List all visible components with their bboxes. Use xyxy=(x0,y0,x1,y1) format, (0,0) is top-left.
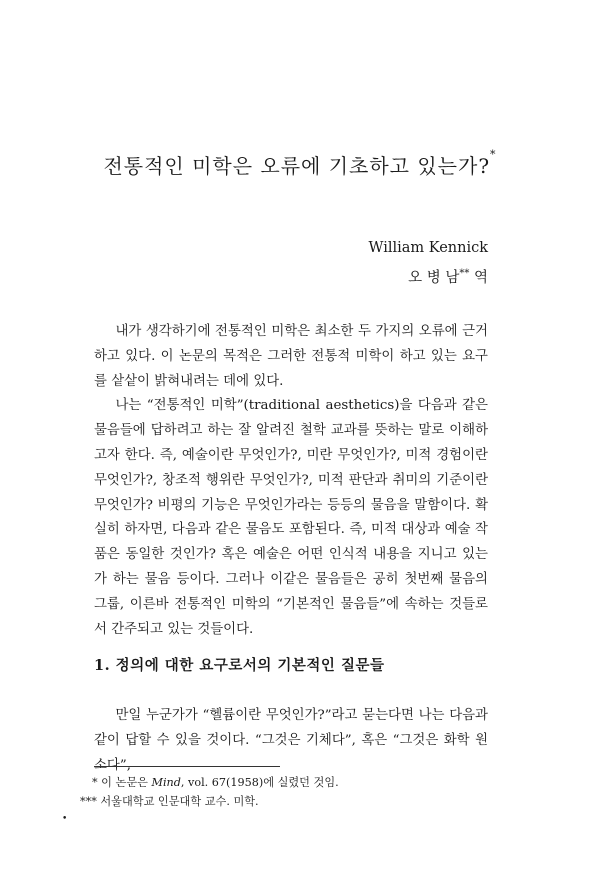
translator-name: 오 병 남 xyxy=(408,269,460,286)
author-name: William Kennick xyxy=(368,240,488,256)
translator-line xyxy=(369,261,488,291)
paragraph: 만일 누군가가 “헬륨이란 무엇인가?”라고 묻는다면 나는 다음과 같이 답할 수 있을 것이다. “그것은 기체다”, 혹은 “그것은 화학 원소다”, xyxy=(94,708,488,773)
paragraph: 내가 생각하기에 전통적인 미학은 최소한 두 가지의 오류에 근거하고 있다. 이 논문의 목적은 그러한 전통적 미학이 하고 있는 요구를 샅샅이 밝혀내려는 데에 있다. xyxy=(94,324,488,389)
journal-name: Mind xyxy=(151,776,181,789)
paragraph: 나는 “전통적인 미학”(traditional aesthetics)을 다음과 같은 물음들에 답하려고 하는 잘 알려진 철학 교과를 뜻하는 말로 이해하고자 한다. 즉, 예술이란 무엇인가?, 미란 무엇인가?, 미적 경험이란 무엇인가?, 창조적 행위란 무엇인가?, 미적 판단과 취미의 기준이란 무엇인가? 비평의 기능은 무엇인가라는 등등의 물음을 말함이다. 확실히 하자면, 다음과 같은 물음도 포함된다. 즉, 미적 대상과 예술 작품은 동일한 것인가? 혹은 예술은 어떤 인식적 내용을 지니고 있는가 하는 물음 등이다. 그러나 이같은 물음들은 공히 첫번째 물음의 그룹, 이른바 전통적인 미학의 “기본적인 물음들”에 속하는 것들로서 간주되고 있는 것들이다. xyxy=(94,398,488,637)
footnote: *** 서울대학교 인문대학 교수. 미학. xyxy=(80,795,259,808)
footnote: * 이 논문은 Mind, vol. 67(1958)에 실렸던 것임. xyxy=(92,776,339,789)
author-block xyxy=(369,236,488,291)
stray-mark: • xyxy=(62,814,68,824)
footnote-rule xyxy=(94,766,280,767)
title-text: 전통적인 미학은 오류에 기초하고 있는가? xyxy=(103,154,491,178)
footnotes xyxy=(80,773,339,811)
footnote-mark: *** xyxy=(80,795,97,808)
intro-body xyxy=(94,320,488,642)
title-footnote-mark: * xyxy=(490,148,497,161)
paper-title xyxy=(0,150,600,179)
footnote-mark: * xyxy=(92,776,98,789)
translator-footnote-mark: ** xyxy=(459,268,470,279)
translator-role: 역 xyxy=(473,269,488,286)
section-heading: 1. 정의에 대한 요구로서의 기본적인 질문들 xyxy=(94,657,385,674)
